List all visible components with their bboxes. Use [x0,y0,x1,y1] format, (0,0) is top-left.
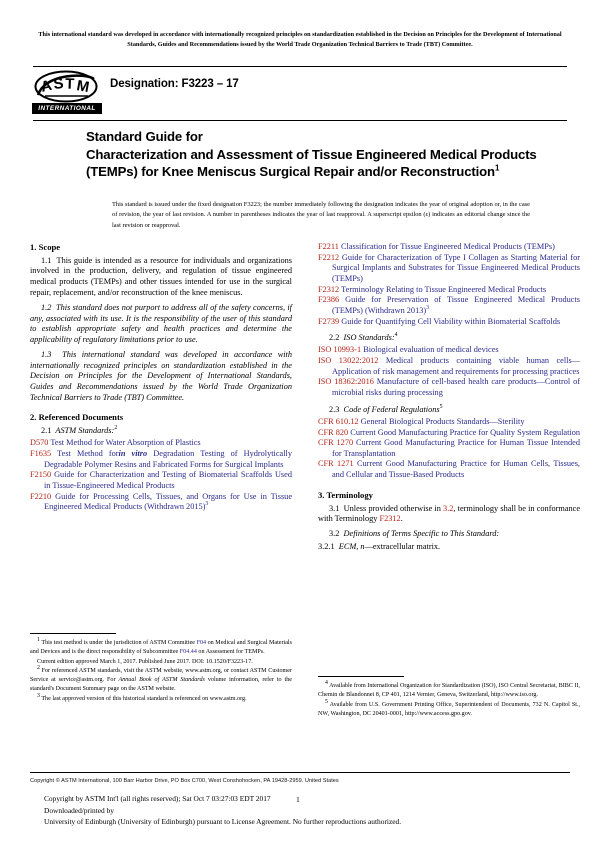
reference-id[interactable]: F2386 [318,295,340,305]
reference-title[interactable]: Guide for Processing Cells, Tissues, and Organs for Use in Tissue Engineered Medical Products (Withdrawn 2015) [44,491,293,512]
footnote-link-f04-44[interactable]: F04.44 [179,649,197,656]
section-heading-terminology: 3. Terminology [318,489,373,500]
footnote-marker: 4 [325,679,328,686]
footnote-text-b: on Medical and Surgical Materials and Devices and is the direct responsibility of Subcommittee [30,640,292,656]
paragraph-number: 1.3 [41,350,52,360]
footnote-marker: 2 [37,664,40,671]
subheading-number: 2.1 [41,426,52,436]
license-line-3: University of Edinburgh (University of Edinburgh) pursuant to License Agreement. No further reproductions authorized. [44,817,402,827]
footnote-1 [30,636,292,658]
reference-title[interactable]: Guide for Characterization of Type I Collagen as Starting Material for Surgical Implants and Substrates for Tissue Engineered Medical Products (TEMPs) [332,252,581,283]
reference-id[interactable]: F1635 [30,448,52,458]
reference-item-cfr-1271[interactable] [318,459,580,480]
issuance-note: This standard is issued under the fixed designation F3223; the number immediately following the designation indicates the year of original adoption or, in the case of revision, the year of last revision. A number in parentheses indicates the year of last reapproval. A superscript epsilon (ε) indicates an editorial change since the last revision or reapproval. [112,201,530,229]
reference-item-f2210[interactable] [30,492,292,513]
reference-item-f2312[interactable] [318,285,580,296]
title-line-2: Characterization and Assessment of Tissue Engineered Medical Products (TEMPs) for Knee Meniscus Surgical Repair and/or Reconstruction [86,146,537,180]
footnote-marker: 5 [325,698,328,705]
reference-title[interactable]: Guide for Quantifying Cell Viability within Biomaterial Scaffolds [341,316,561,326]
footnote-text-a: This test method is under the jurisdiction of ASTM Committee [41,640,195,646]
reference-id[interactable]: CFR 1271 [318,459,354,469]
subheading-text: Code of Federal Regulations [343,404,440,414]
svg-text:A: A [39,76,54,96]
reference-title[interactable]: Terminology Relating to Tissue Engineered Medical Products [341,284,547,294]
footnote-text-b: volume information, refer to the standard's Document Summary page on the ASTM website. [30,677,293,693]
license-block [44,793,464,828]
reference-id[interactable]: CFR 610.12 [318,416,359,426]
footnote-current-edition: Current edition approved March 1, 2017. Published June 2017. DOI: 10.1520/F3223-17. [37,658,253,665]
reference-title[interactable]: Test Method for Water Absorption of Plastics [50,438,201,448]
page-number: 1 [296,795,300,804]
footnote-divider-right [318,676,404,677]
footnotes-left [30,636,293,704]
paragraph-text-a: Unless provided otherwise in [343,503,441,513]
footnote-5 [318,698,581,720]
footnote-text-italic: Annual Book of ASTM Standards [118,677,205,683]
right-column [318,242,580,552]
paragraph-text: This standard does not purport to address all of the safety concerns, if any, associated with its use. It is the responsibility of the user of this standard to establish appropriate safety and health practices and determine the applicability of regulatory limitations prior to use. [30,302,292,344]
section-heading-referenced-documents: 2. Referenced Documents [30,412,124,423]
svg-text:T: T [64,75,75,93]
reference-footnote-marker: 3 [426,305,430,312]
reference-item-iso-13022[interactable] [318,356,580,377]
reference-id[interactable]: CFR 820 [318,427,349,437]
definition-number: 3.2.1 [318,541,335,551]
subheading-iso-standards [318,333,580,344]
paragraph-text-c: . [400,514,403,524]
reference-id[interactable]: F2150 [30,470,52,480]
reference-id[interactable]: CFR 1270 [318,438,354,448]
svg-text:M: M [75,77,91,97]
reference-title[interactable]: Guide for Characterization and Testing of Biomaterial Scaffolds Used in Tissue-Engineered Medical Products [44,470,292,490]
footnote-divider-left [30,633,116,634]
reference-id[interactable]: D570 [30,438,49,448]
footnote-text: The last approved version of this historical standard is referenced on www.astm.org. [41,695,247,702]
reference-id[interactable]: ISO 18362:2016 [318,377,374,387]
reference-title-part-b[interactable]: Degradation Testing of Hydrolytically Degradable Polymer Resins and Fabricated Forms for Surgical Implants [44,448,292,469]
reference-title[interactable]: Guide for Preservation of Tissue Engineered Medical Products (TEMPs) (Withdrawn 2013) [332,295,580,315]
reference-item-cfr-1270[interactable] [318,438,580,459]
definition-ecm [318,542,580,553]
reference-title-part-a[interactable]: Test Method for [57,448,119,458]
reference-title[interactable]: Medical products containing viable human cells—Application of risk management and requirements for processing practices [332,356,580,376]
reference-item-iso-18362[interactable] [318,377,580,398]
reference-id[interactable]: F2212 [318,252,340,262]
footnote-text-c: on Assessment for TEMPs. [198,649,265,656]
reference-id[interactable]: ISO 13022:2012 [318,356,379,366]
reference-title[interactable]: Current Good Manufacturing Practice for Human Cells, Tissues, and Cellular and Tissue-Based Products [332,459,581,480]
reference-item-f2212[interactable] [318,253,580,285]
footnote-text: Available from U.S. Government Printing Office, Superintendent of Documents, 732 N. Capitol St., NW, Washington, DC 20401-0001, http://www.access.gpo.gov. [318,701,581,717]
subheading-number: 3.2 [329,529,340,539]
subheading-footnote-marker: 4 [394,332,398,339]
page-title [86,128,556,181]
subheading-footnote-marker: 2 [114,425,118,432]
reference-title-italic[interactable]: in vitro [118,448,148,458]
cross-reference-link-3-2[interactable]: 3.2 [443,503,454,513]
astm-logo-banner: INTERNATIONAL [32,103,102,114]
paragraph-3-1 [318,504,580,525]
reference-id[interactable]: F2312 [318,284,340,294]
footnote-text: Available from International Organization for Standardization (ISO), ISO Central Secretariat, BIBC II, Chemin de Blandonnet 8, CP 401, 1214 Vernier, Geneva, Switzerland, http://www.iso.org. [318,683,580,699]
subheading-text: Definitions of Terms Specific to This Standard: [343,529,500,539]
reference-item-f2739[interactable] [318,317,580,328]
reference-title[interactable]: Current Good Manufacturing Practice for Human Tissue Intended for Transplantation [332,438,580,458]
footnote-text-a: For referenced ASTM standards, visit the ASTM website, www.astm.org, or contact ASTM Customer Service at service@astm.org. For [30,667,292,683]
footnote-4 [318,679,580,701]
reference-item-f2150[interactable] [30,470,292,491]
reference-item-f2211[interactable] [318,242,580,253]
reference-item-f2386[interactable] [318,295,580,316]
header-divider-bottom [33,120,567,121]
section-heading-scope: 1. Scope [30,242,61,252]
subheading-text: ISO Standards: [343,333,395,343]
svg-text:S: S [52,75,65,93]
reference-item-cfr-610-12[interactable] [318,417,580,428]
subheading-astm-standards [30,426,292,437]
reference-title[interactable]: Biological evaluation of medical devices [363,345,499,355]
subheading-text: ASTM Standards: [55,426,115,436]
footer-divider [30,772,570,773]
reference-footnote-marker: 3 [205,501,209,508]
subheading-definitions [318,529,580,540]
paragraph-number: 3.1 [329,503,340,513]
reference-item-iso-10993-1[interactable] [318,345,580,356]
footnote-2 [30,664,293,695]
reference-id[interactable]: F2739 [318,316,340,326]
reference-item-cfr-820[interactable] [318,428,580,439]
copyright-notice: Copyright © ASTM International, 100 Barr Harbor Drive, PO Box C700, West Conshohocken, PA 19428-2959. United States [30,778,339,784]
designation: Designation: F3223 – 17 [110,78,239,90]
reference-title[interactable]: Classification for Tissue Engineered Medical Products (TEMPs) [340,242,555,251]
definition-text: —extracellular matrix. [364,541,441,551]
reference-id[interactable]: F2211 [318,242,339,251]
reference-title[interactable]: General Biological Products Standards—Sterility [360,416,525,426]
paragraph-1-3 [30,350,292,403]
title-line-1: Standard Guide for [86,129,203,144]
paragraph-text-b: , terminology shall be in conformance with Terminology [318,503,581,524]
wto-banner: This international standard was developed in accordance with internationally recognized principles on standardization established in the Decision on Principles for the Development of International Standards, Guides and Recommendations issued by the World Trade Organization Technical Barriers to Trade (TBT) Committee. [38,31,562,48]
subheading-number: 2.3 [329,404,340,414]
cross-reference-link-f2312[interactable]: F2312 [379,514,401,524]
header-divider-top [33,66,567,67]
footnote-marker: 1 [37,636,40,643]
astm-logo [30,70,104,117]
paragraph-number: 1.1 [41,255,52,265]
reference-id[interactable]: ISO 10993-1 [318,345,362,355]
paragraph-1-1 [30,256,292,299]
subheading-cfr [318,405,580,416]
reference-id[interactable]: F2210 [30,491,52,501]
paragraph-number: 1.2 [41,302,52,312]
reference-title[interactable]: Manufacture of cell-based health care products—Control of microbial risks during processing [332,377,580,398]
footnote-link-f04[interactable]: F04 [196,640,207,646]
astm-logo-mark [34,70,98,103]
footnote-marker: 3 [37,692,40,699]
paragraph-text: This international standard was developed in accordance with internationally recognized principles on standardization established in the Decision on Principles for the Development of International Standards, Guides and Recommendations issued by the World Trade Organization Technical Barriers to Trade (TBT) Committee. [30,350,292,402]
license-line-1: Copyright by ASTM Int'l (all rights reserved); Sat Oct 7 03:27:03 EDT 2017 [44,794,271,803]
reference-title[interactable]: Current Good Manufacturing Practice for Quality System Regulation [350,427,581,437]
reference-item-d570[interactable] [30,438,292,449]
license-line-2: Downloaded/printed by [44,805,114,815]
definition-term: ECM, n [338,541,365,551]
paragraph-text: This guide is intended as a resource for individuals and organizations involved in the production, delivery, and regulation of tissue engineered medical products (TEMPs) and other tissues intended for use in the surgical repair, replacement, and/or reconstruction of the knee meniscus. [30,255,292,297]
footnote-3 [30,692,292,704]
reference-item-f1635[interactable] [30,449,292,470]
subheading-footnote-marker: 5 [439,403,443,410]
title-footnote-marker: 1 [494,163,500,173]
footnotes-right [318,679,581,719]
left-column [30,242,292,513]
paragraph-1-2 [30,303,292,346]
subheading-number: 2.2 [329,333,340,343]
